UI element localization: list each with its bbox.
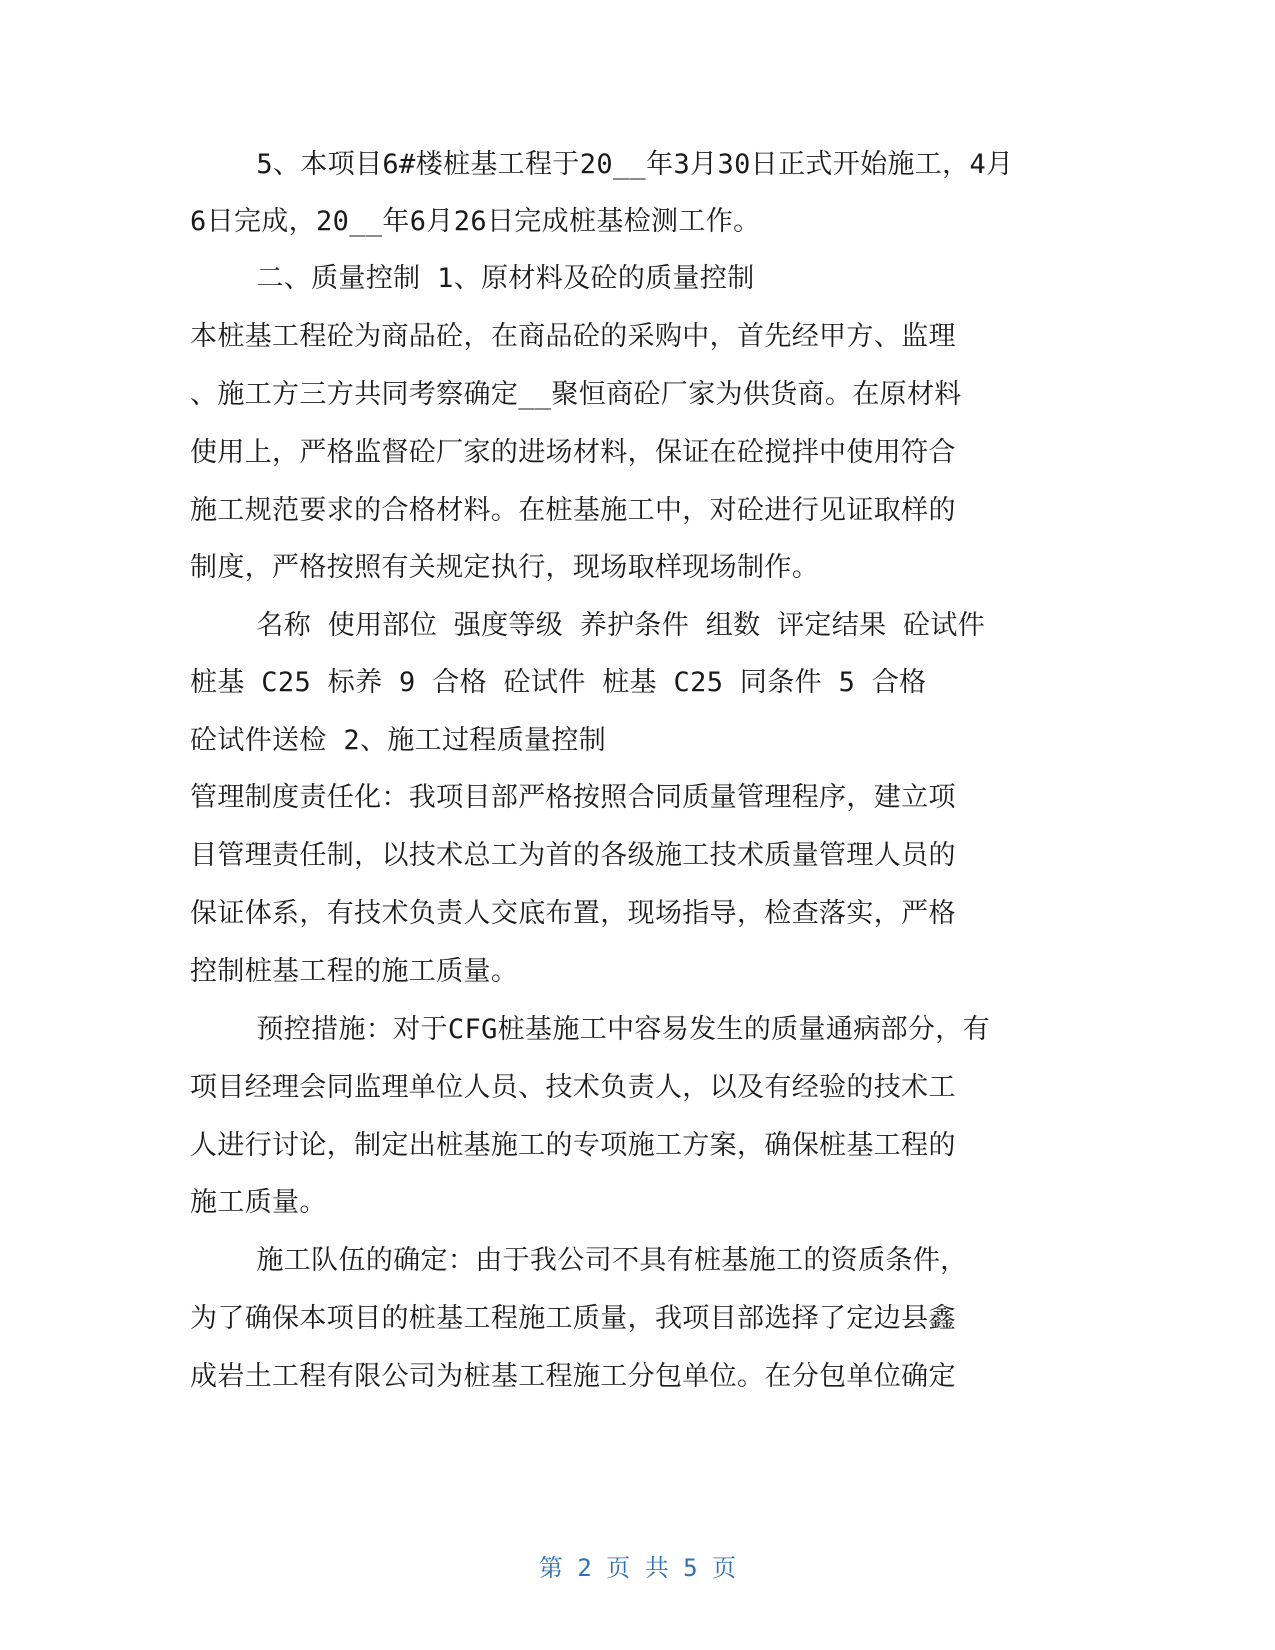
text-line: 砼试件送检 2、施工过程质量控制 xyxy=(190,725,607,756)
text-line: 管理制度责任化：我项目部严格按照合同质量管理程序，建立项 xyxy=(190,782,956,813)
text-line: 5、本项目6#楼桩基工程于20__年3月30日正式开始施工，4月 xyxy=(190,149,1014,180)
text-line: 成岩土工程有限公司为桩基工程施工分包单位。在分包单位确定 xyxy=(190,1361,956,1392)
text-line: 控制桩基工程的施工质量。 xyxy=(190,956,519,987)
text-line: 目管理责任制，以技术总工为首的各级施工技术质量管理人员的 xyxy=(190,840,956,871)
text-line: 保证体系，有技术负责人交底布置，现场指导，检查落实，严格 xyxy=(190,898,956,929)
text-line: 制度，严格按照有关规定执行，现场取样现场制作。 xyxy=(190,552,820,583)
text-line: 6日完成，20__年6月26日完成桩基检测工作。 xyxy=(190,206,761,237)
text-line: 施工规范要求的合格材料。在桩基施工中，对砼进行见证取样的 xyxy=(190,495,956,526)
text-line: 项目经理会同监理单位人员、技术负责人，以及有经验的技术工 xyxy=(190,1072,956,1103)
text-line: 预控措施：对于CFG桩基施工中容易发生的质量通病部分，有 xyxy=(190,1014,990,1045)
page-number-footer: 第 2 页 共 5 页 xyxy=(538,1554,737,1582)
text-line: 本桩基工程砼为商品砼，在商品砼的采购中，首先经甲方、监理 xyxy=(190,321,956,352)
text-line: 、施工方三方共同考察确定__聚恒商砼厂家为供货商。在原材料 xyxy=(190,379,962,410)
text-line: 施工队伍的确定：由于我公司不具有桩基施工的资质条件， xyxy=(190,1245,968,1276)
text-line: 使用上，严格监督砼厂家的进场材料，保证在砼搅拌中使用符合 xyxy=(190,437,956,468)
text-line: 为了确保本项目的桩基工程施工质量，我项目部选择了定边县鑫 xyxy=(190,1303,956,1334)
text-line: 人进行讨论，制定出桩基施工的专项施工方案，确保桩基工程的 xyxy=(190,1130,956,1161)
text-line: 施工质量。 xyxy=(190,1187,327,1218)
text-line: 名称 使用部位 强度等级 养护条件 组数 评定结果 砼试件 xyxy=(190,610,986,641)
text-line: 二、质量控制 1、原材料及砼的质量控制 xyxy=(190,263,755,294)
text-line: 桩基 C25 标养 9 合格 砼试件 桩基 C25 同条件 5 合格 xyxy=(190,667,927,698)
